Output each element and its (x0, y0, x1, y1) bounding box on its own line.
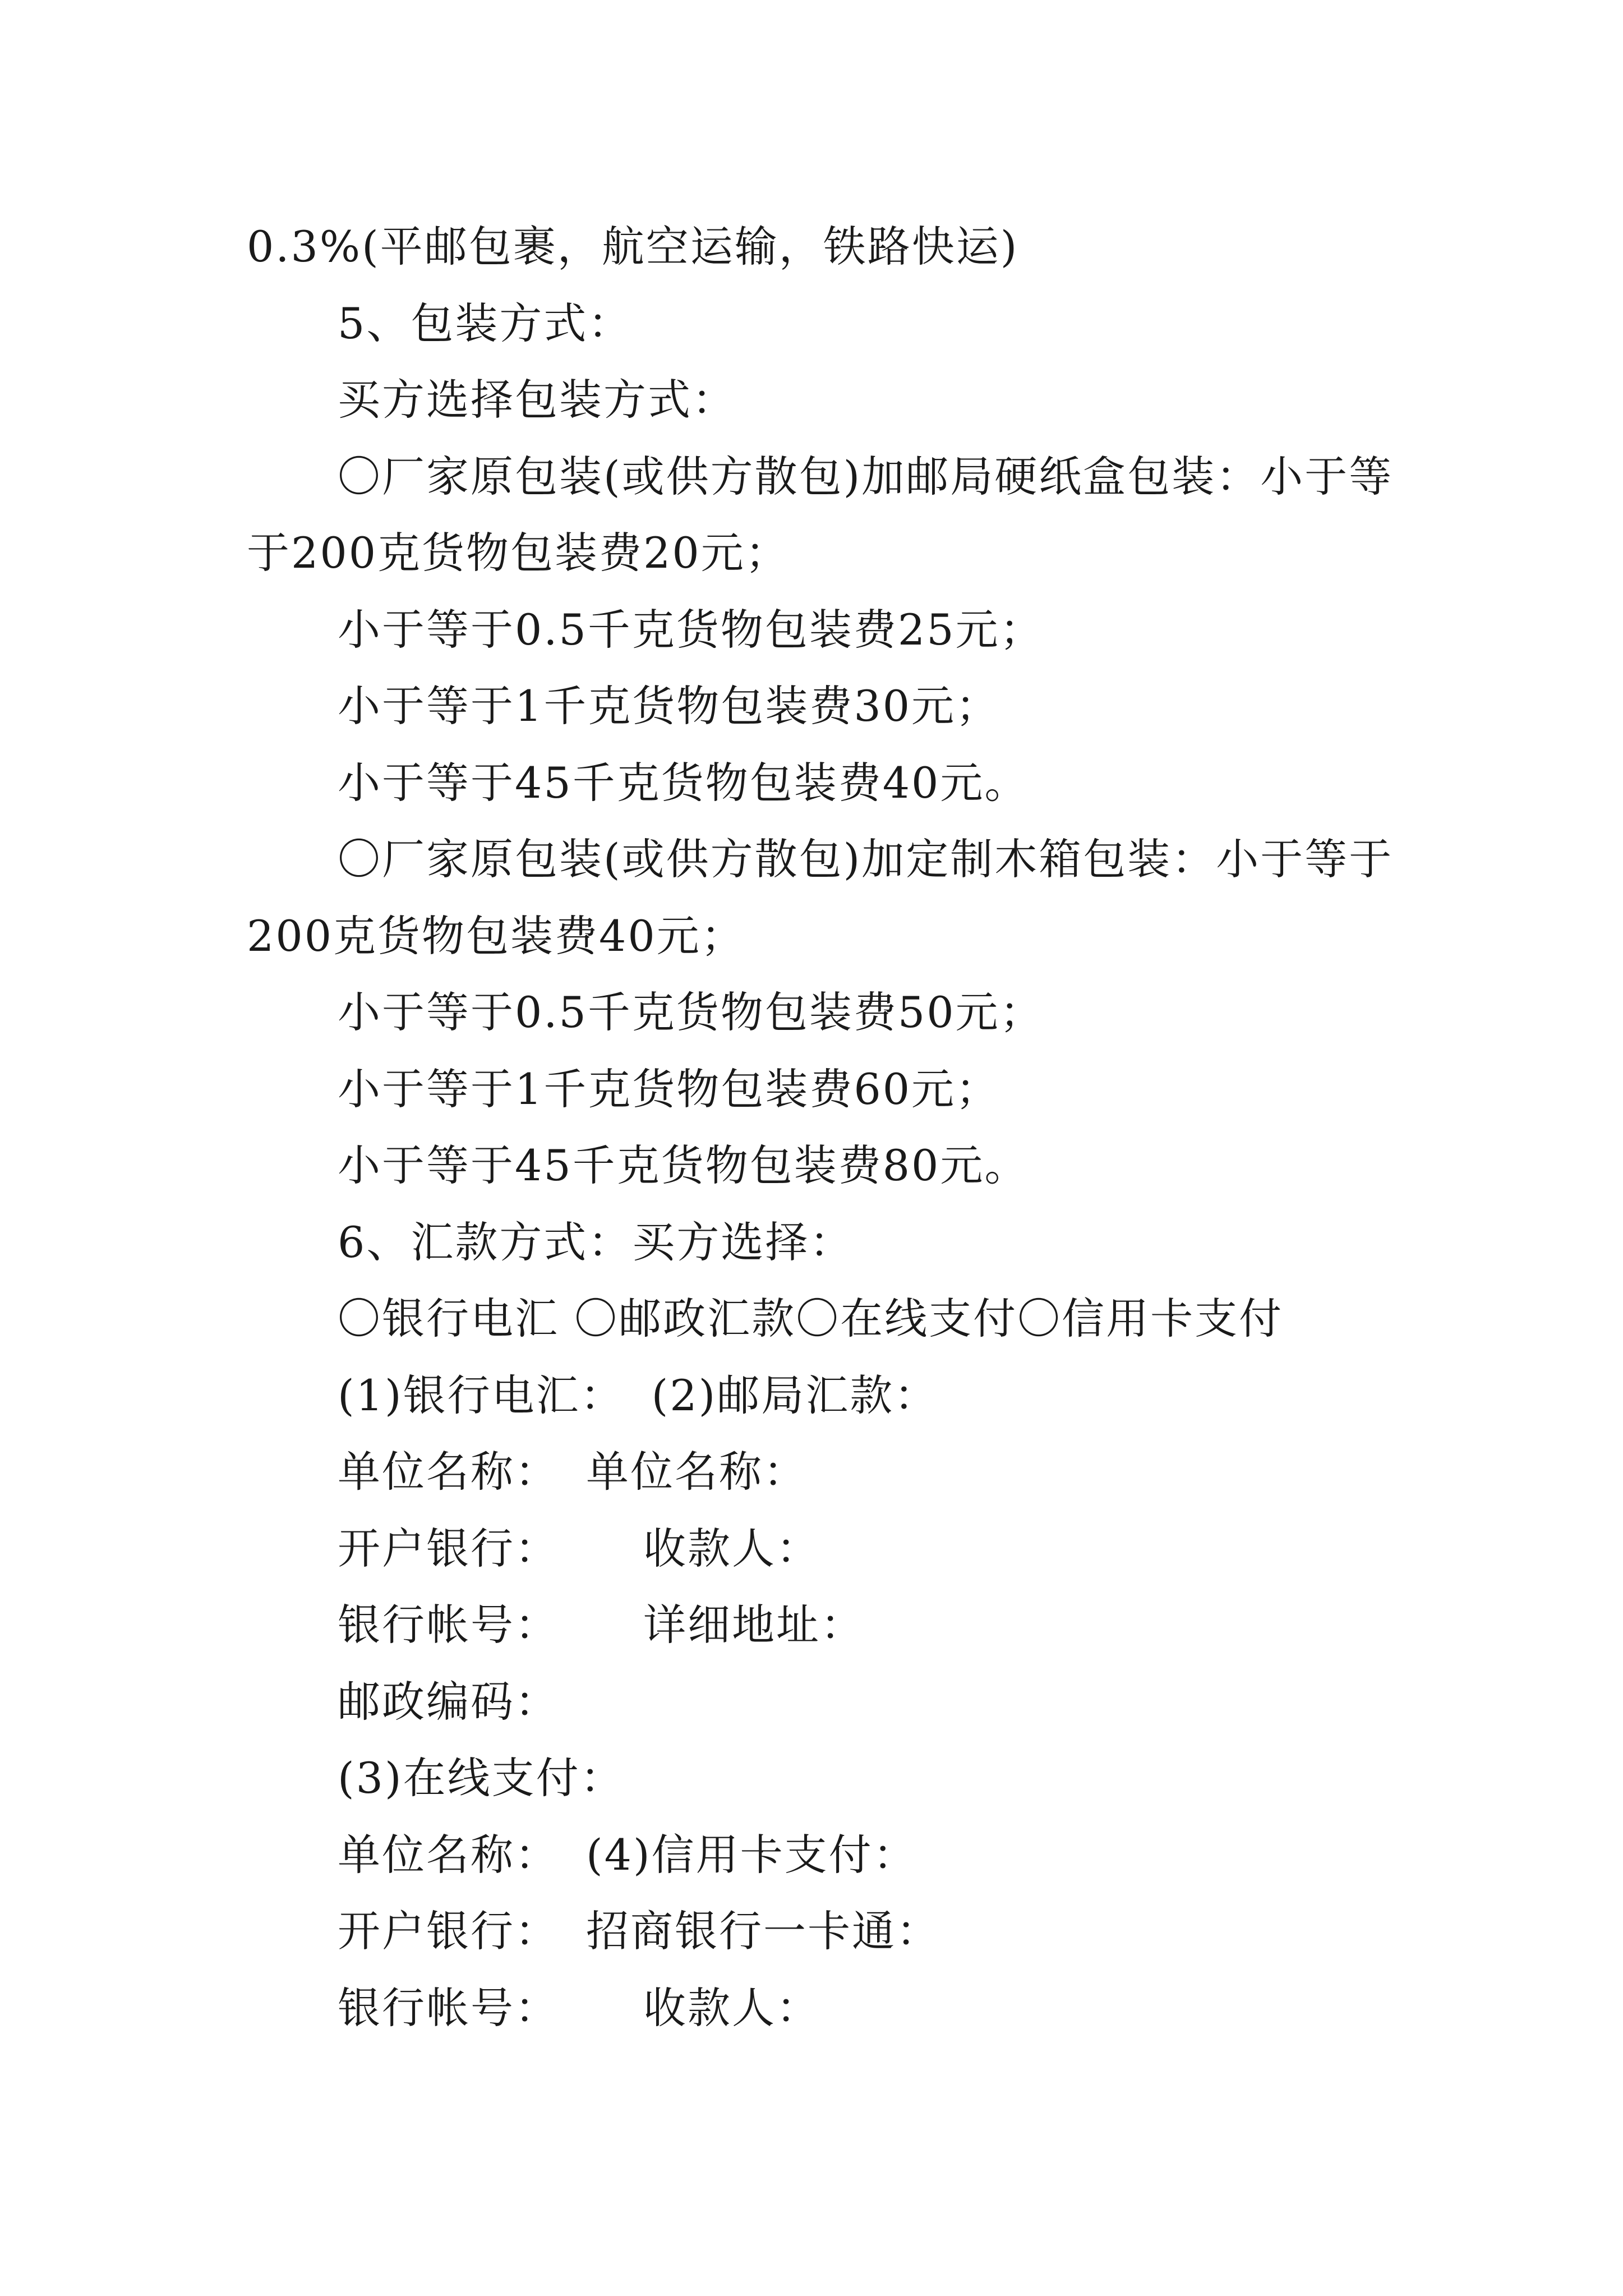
payment-label-right: 详细地址： (643, 1600, 865, 1650)
payment-label-left: 银行帐号： (338, 1982, 559, 2033)
payment-row (247, 1587, 1391, 1664)
payment-row (247, 1358, 1391, 1434)
payment-label-right: (2)邮局汇款： (651, 1370, 939, 1420)
paragraph-line: 小于等于0.5千克货物包装费25元； (338, 604, 1044, 655)
paragraph-line: 200克货物包装费40元； (247, 910, 745, 961)
payment-row (247, 1893, 1391, 1970)
payment-label-left: 开户银行： (338, 1523, 559, 1573)
payment-label-left: 单位名称： (338, 1829, 559, 1880)
section-heading-remittance: 6、汇款方式：买方选择： (338, 1217, 854, 1267)
option-wooden-box-packaging: 〇厂家原包装(或供方散包)加定制木箱包装：小于等于 (338, 834, 1394, 884)
payment-label-right: 单位名称： (586, 1447, 808, 1497)
online-payment-label: (3)在线支付： (338, 1753, 625, 1803)
paragraph-line: 小于等于1千克货物包装费60元； (338, 1064, 1000, 1114)
payment-label-left: (1)银行电汇： (338, 1370, 625, 1420)
payment-label-left: 银行帐号： (338, 1600, 559, 1650)
paragraph-line: 小于等于0.5千克货物包装费50元； (338, 987, 1044, 1037)
postal-code-label: 邮政编码： (338, 1676, 559, 1727)
paragraph-line: 0.3%(平邮包裹，航空运输，铁路快运) (247, 222, 1019, 272)
paragraph-line: 小于等于1千克货物包装费30元； (338, 681, 1000, 731)
payment-label-right: (4)信用卡支付： (586, 1829, 917, 1880)
paragraph-line: 小于等于45千克货物包装费80元。 (338, 1140, 1029, 1190)
payment-label-left: 单位名称： (338, 1447, 559, 1497)
paragraph-line: 小于等于45千克货物包装费40元。 (338, 757, 1029, 808)
option-carton-packaging: 〇厂家原包装(或供方散包)加邮局硬纸盒包装：小于等 (338, 451, 1394, 501)
payment-label-right: 收款人： (643, 1982, 820, 2033)
paragraph-line: 买方选择包装方式： (338, 375, 736, 425)
payment-row (247, 1434, 1391, 1511)
document-body (247, 209, 1394, 2046)
payment-label-right: 招商银行一卡通： (586, 1906, 940, 1956)
payment-label-right: 收款人： (643, 1523, 820, 1573)
paragraph-line: 于200克货物包装费20元； (247, 528, 790, 578)
remittance-options: 〇银行电汇 〇邮政汇款〇在线支付〇信用卡支付 (338, 1294, 1284, 1343)
payment-label-left: 开户银行： (338, 1906, 559, 1956)
section-heading-packaging: 5、包装方式： (338, 298, 633, 348)
payment-row (247, 1511, 1391, 1588)
payment-row (247, 1817, 1391, 1894)
payment-row (247, 1970, 1391, 2047)
